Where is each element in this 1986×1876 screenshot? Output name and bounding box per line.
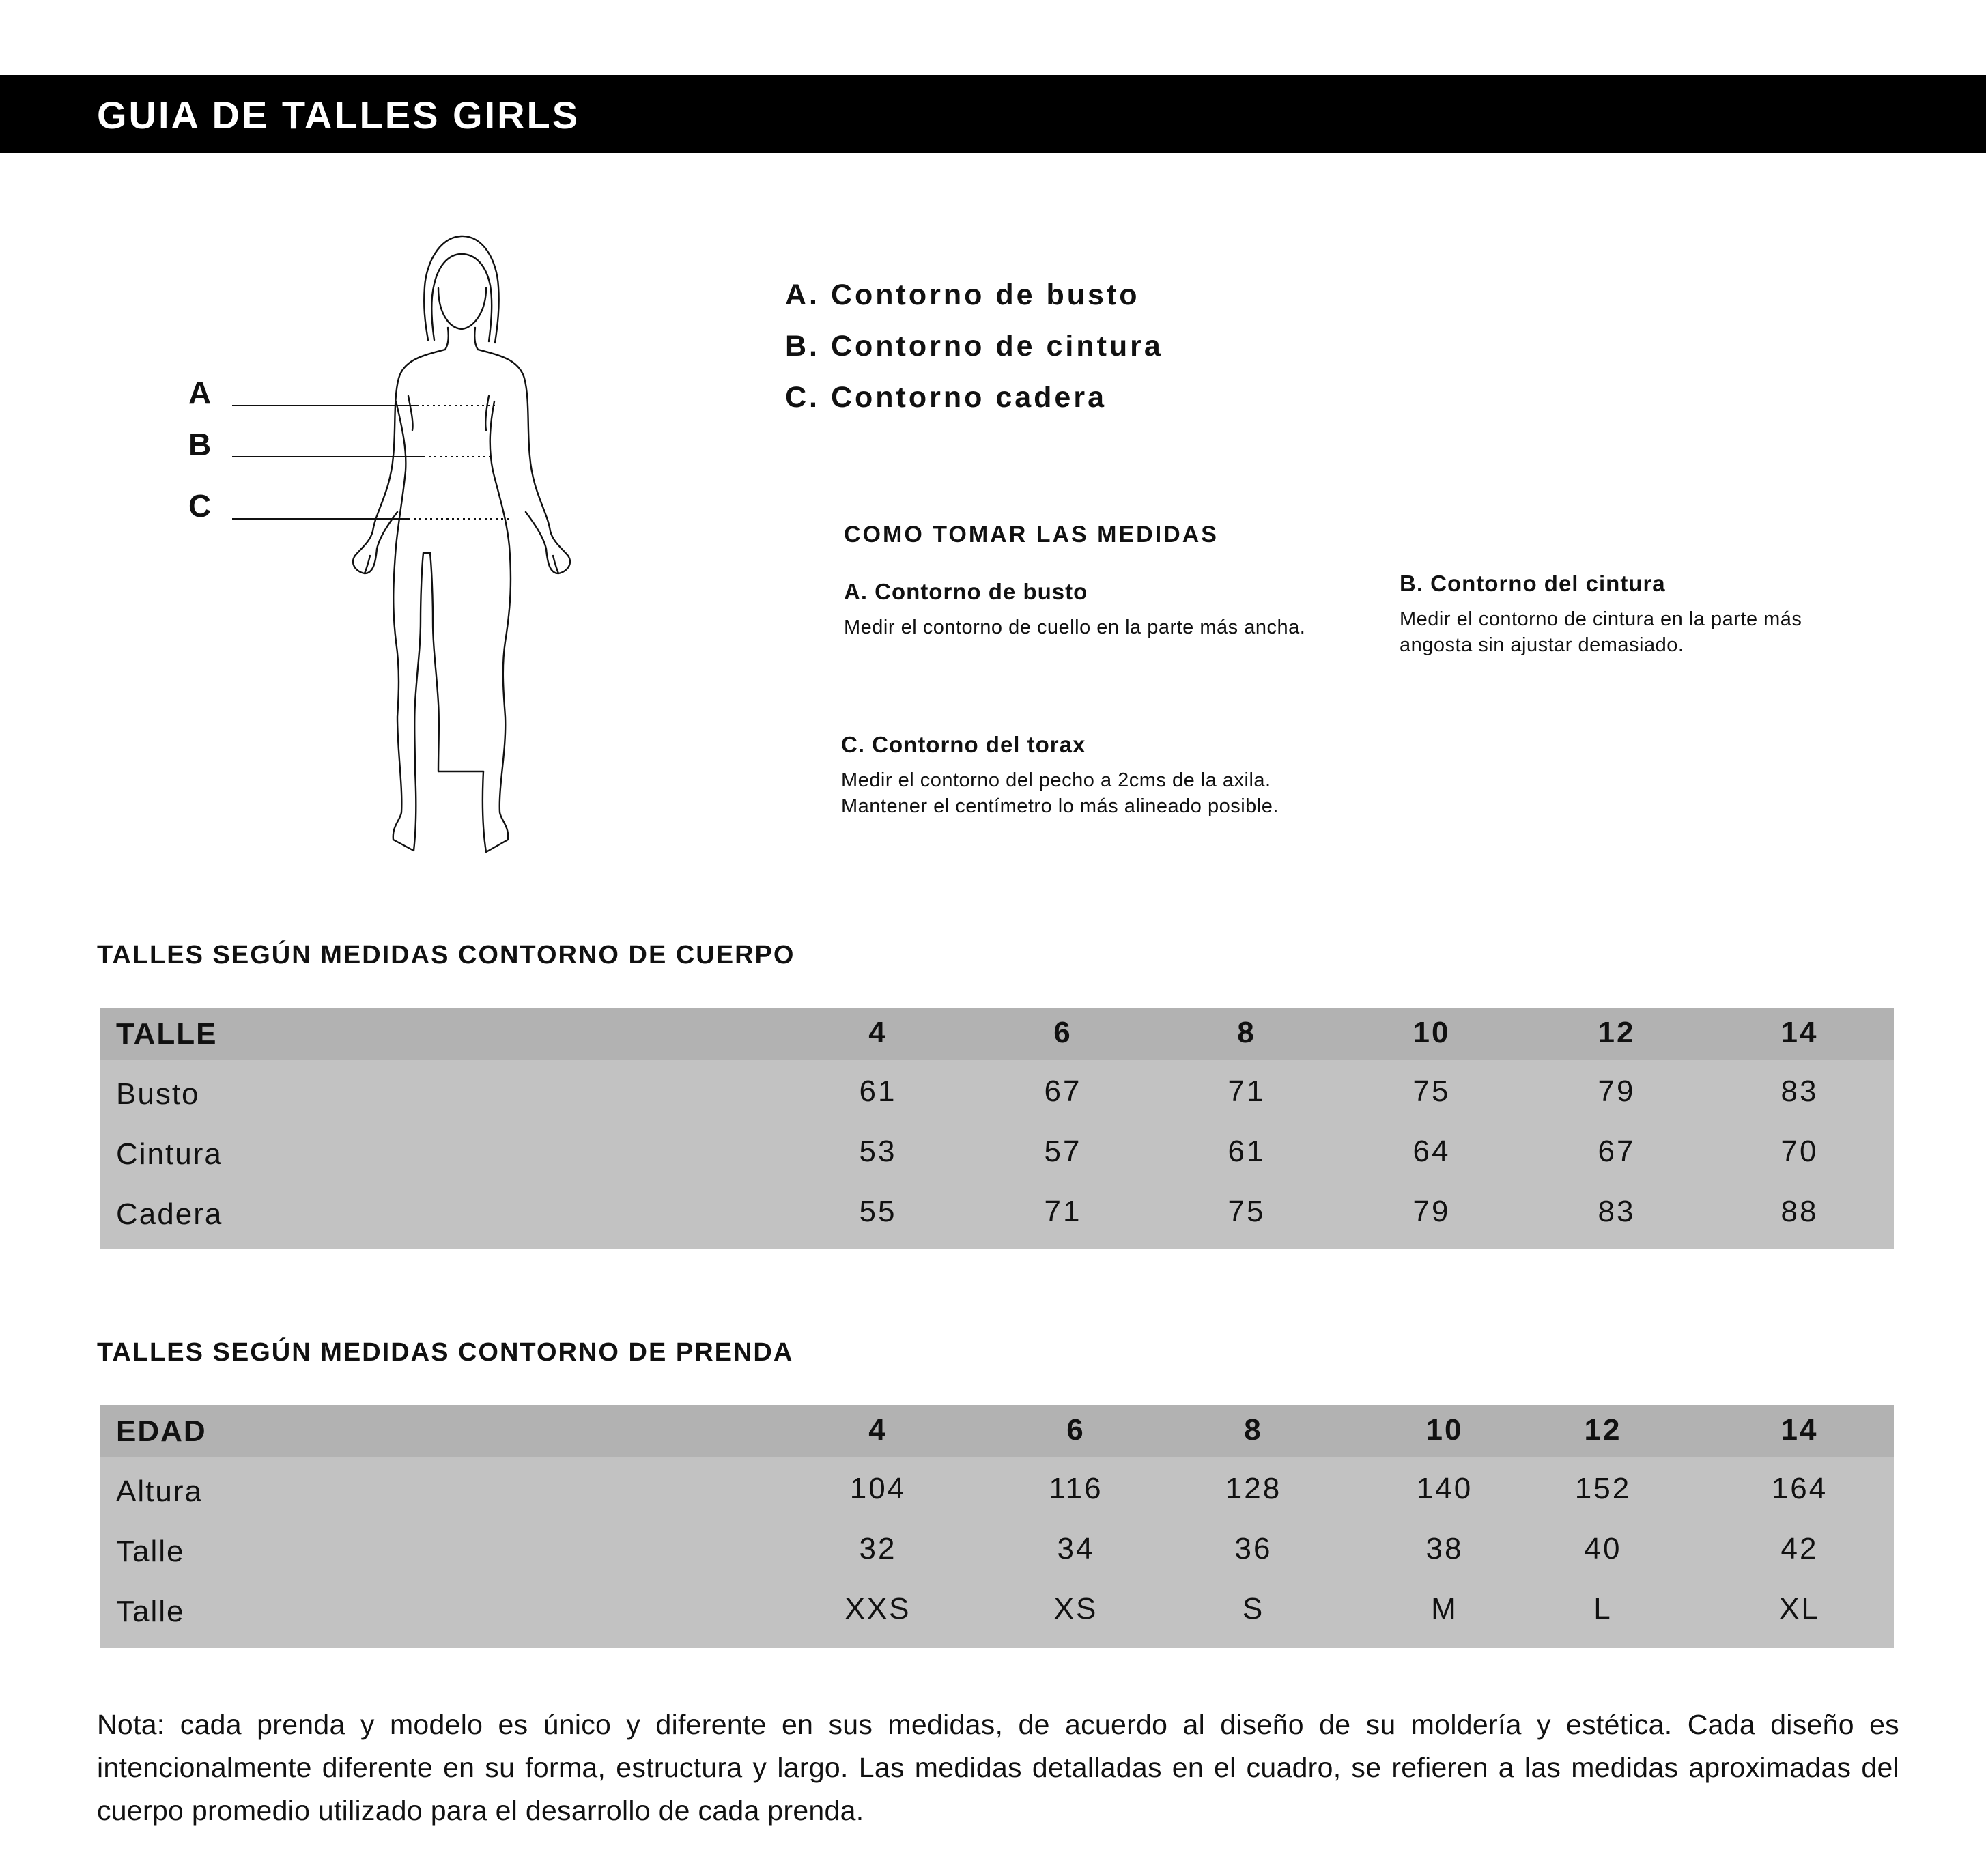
table-cell: 67: [1598, 1135, 1636, 1168]
howto-busto-title: A. Contorno de busto: [844, 579, 1088, 604]
howto-cintura: [1400, 571, 1864, 658]
table-cell: 75: [1228, 1195, 1266, 1228]
table-cell: 116: [1049, 1472, 1103, 1505]
table1-title: TALLES SEGÚN MEDIDAS CONTORNO DE CUERPO: [97, 941, 795, 969]
column-header: 10: [1413, 1016, 1451, 1049]
row-label: Cadera: [116, 1197, 223, 1231]
table-row: [100, 1180, 1894, 1249]
marker-label-c: C: [188, 488, 212, 524]
table-row: [100, 1120, 1894, 1180]
header-bar: [0, 75, 1986, 153]
table-cell: 57: [1044, 1135, 1082, 1168]
table-cell: 61: [1228, 1135, 1266, 1168]
row-label: Talle: [116, 1535, 185, 1568]
column-header: 14: [1781, 1413, 1819, 1447]
table-row: [100, 1517, 1894, 1577]
table-cell: 55: [859, 1195, 897, 1228]
table-row: [100, 1060, 1894, 1120]
column-header: 12: [1584, 1413, 1622, 1447]
column-header: 14: [1781, 1016, 1819, 1049]
table-cell: 88: [1781, 1195, 1819, 1228]
column-header: 4: [868, 1413, 888, 1447]
howto-torax: [841, 732, 1360, 819]
body-figure: [171, 225, 580, 860]
table-cell: 67: [1044, 1075, 1082, 1108]
table-row: [100, 1577, 1894, 1648]
row-label: Altura: [116, 1475, 203, 1508]
table-cell: M: [1431, 1592, 1458, 1625]
table-cell: 61: [859, 1075, 897, 1108]
column-header: 10: [1425, 1413, 1464, 1447]
howto-torax-title: C. Contorno del torax: [841, 732, 1086, 757]
garment-size-table: [100, 1405, 1894, 1648]
table-cell: XS: [1053, 1592, 1098, 1625]
row-label: Cintura: [116, 1137, 223, 1171]
marker-label-a: A: [188, 375, 212, 410]
table-cell: 40: [1584, 1532, 1622, 1565]
legend-item-cadera: C. Contorno cadera: [785, 381, 1107, 414]
howto-busto: [844, 579, 1329, 640]
table-cell: 104: [849, 1472, 907, 1505]
header-label: TALLE: [116, 1017, 218, 1051]
marker-label-b: B: [188, 427, 212, 462]
table-header-row: [100, 1405, 1894, 1457]
table-cell: 70: [1781, 1135, 1819, 1168]
howto-cintura-text: Medir el contorno de cintura en la parte más angosta sin ajustar demasiado.: [1400, 608, 1802, 656]
column-header: 6: [1053, 1016, 1073, 1049]
legend-item-busto: A. Contorno de busto: [785, 279, 1140, 311]
table-cell: 83: [1598, 1195, 1636, 1228]
table-cell: 64: [1413, 1135, 1451, 1168]
table-cell: S: [1242, 1592, 1265, 1625]
girl-silhouette-icon: [171, 225, 580, 860]
table-cell: 83: [1781, 1075, 1819, 1108]
table-cell: 36: [1234, 1532, 1273, 1565]
howto-torax-text-2: Mantener el centímetro lo más alineado posible.: [841, 795, 1279, 817]
table-header-row: [100, 1008, 1894, 1060]
footnote: Nota: cada prenda y modelo es único y diferente en sus medidas, de acuerdo al diseño de su moldería y estética. Cada diseño es intencionalmente diferente en su forma, estructura y largo. Las medidas detalladas en el cuadro, se refieren a las medidas aproximadas del cuerpo promedio utilizado para el desarrollo de cada prenda.: [97, 1709, 1899, 1826]
legend-item-cintura: B. Contorno de cintura: [785, 330, 1163, 363]
table-cell: 38: [1425, 1532, 1464, 1565]
row-label: Talle: [116, 1595, 185, 1628]
body-size-table: [100, 1008, 1894, 1249]
howto-torax-text: Medir el contorno del pecho a 2cms de la axila.: [841, 769, 1271, 791]
table-cell: 140: [1416, 1472, 1473, 1505]
table-cell: 32: [859, 1532, 897, 1565]
table-cell: 53: [859, 1135, 897, 1168]
table-cell: XL: [1779, 1592, 1820, 1625]
column-header: 8: [1237, 1016, 1256, 1049]
table-cell: 42: [1781, 1532, 1819, 1565]
table-cell: 71: [1228, 1075, 1266, 1108]
table-cell: 79: [1598, 1075, 1636, 1108]
howto-busto-text: Medir el contorno de cuello en la parte más ancha.: [844, 616, 1306, 638]
page-title: GUIA DE TALLES GIRLS: [97, 94, 580, 137]
howto-title: COMO TOMAR LAS MEDIDAS: [844, 522, 1219, 548]
table-cell: 164: [1771, 1472, 1828, 1505]
measurement-legend: [785, 279, 1163, 432]
table-row: [100, 1457, 1894, 1517]
table-cell: 71: [1044, 1195, 1082, 1228]
column-header: 4: [868, 1016, 888, 1049]
table-cell: 34: [1057, 1532, 1095, 1565]
table-cell: 79: [1413, 1195, 1451, 1228]
row-label: Busto: [116, 1077, 200, 1111]
table2-title: TALLES SEGÚN MEDIDAS CONTORNO DE PRENDA: [97, 1338, 794, 1367]
howto-cintura-title: B. Contorno del cintura: [1400, 571, 1666, 596]
header-label: EDAD: [116, 1415, 207, 1448]
column-header: 12: [1598, 1016, 1636, 1049]
table-cell: L: [1593, 1592, 1613, 1625]
column-header: 6: [1066, 1413, 1086, 1447]
column-header: 8: [1244, 1413, 1263, 1447]
table-cell: 152: [1574, 1472, 1632, 1505]
table-cell: XXS: [845, 1592, 911, 1625]
table-cell: 75: [1413, 1075, 1451, 1108]
table-cell: 128: [1225, 1472, 1282, 1505]
